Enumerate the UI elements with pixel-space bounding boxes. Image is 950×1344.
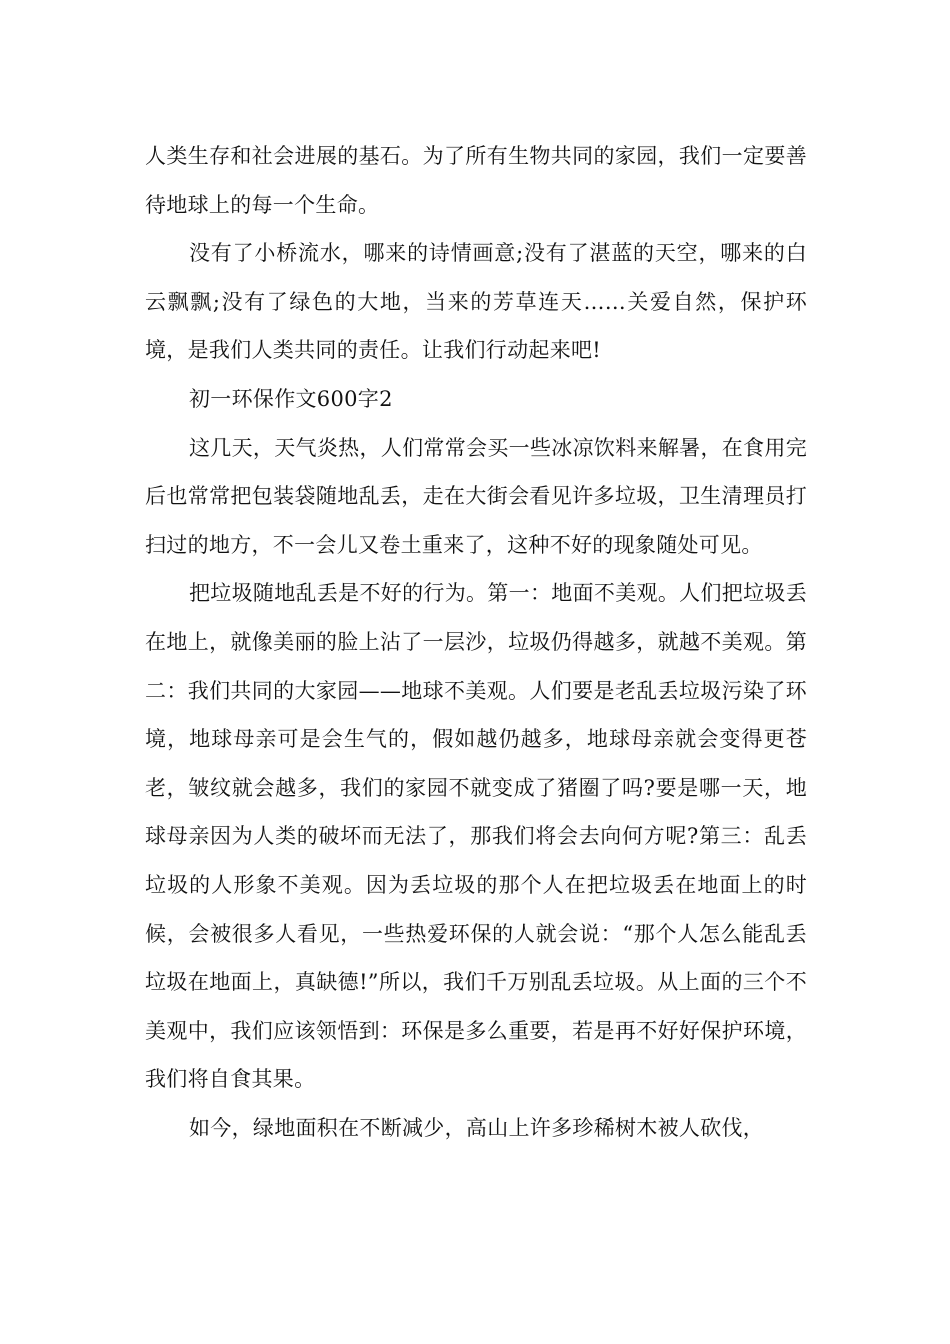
paragraph-green-land: 如今，绿地面积在不断减少，高山上许多珍稀树木被人砍伐， — [189, 1115, 765, 1140]
document-body — [145, 132, 807, 1152]
paragraph-nature: 没有了小桥流水，哪来的诗情画意;没有了湛蓝的天空，哪来的白云飘飘;没有了绿色的大地，当来的芳草连天……关爱自然，保护环境，是我们人类共同的责任。让我们行动起来吧! — [145, 241, 807, 363]
paragraph-littering: 把垃圾随地乱丢是不好的行为。第一：地面不美观。人们把垃圾丢在地上，就像美丽的脸上沾了一层沙，垃圾仍得越多，就越不美观。第二：我们共同的大家园——地球不美观。人们要是老乱丢垃圾污染了环境，地球母亲可是会生气的，假如越仍越多，地球母亲就会变得更苍老，皱纹就会越多，我们的家园不就变成了猪圈了吗?要是哪一天，地球母亲因为人类的破坏而无法了，那我们将会去向何方呢?第三：乱丢垃圾的人形象不美观。因为丢垃圾的那个人在把垃圾丢在地面上的时候，会被很多人看见，一些热爱环保的人就会说：“那个人怎么能乱丢垃圾在地面上，真缺德!”所以，我们千万别乱丢垃圾。从上面的三个不美观中，我们应该领悟到：环保是多么重要，若是再不好好保护环境，我们将自食其果。 — [145, 581, 807, 1092]
essay-heading: 初一环保作文600字2 — [189, 386, 393, 411]
paragraph-continuation: 人类生存和社会进展的基石。为了所有生物共同的家园，我们一定要善待地球上的每一个生命。 — [145, 144, 807, 217]
paragraph-hot-weather: 这几天，天气炎热，人们常常会买一些冰凉饮料来解暑，在食用完后也常常把包装袋随地乱丢，走在大街会看见许多垃圾，卫生清理员打扫过的地方，不一会儿又卷土重来了，这种不好的现象随处可见。 — [145, 435, 807, 557]
